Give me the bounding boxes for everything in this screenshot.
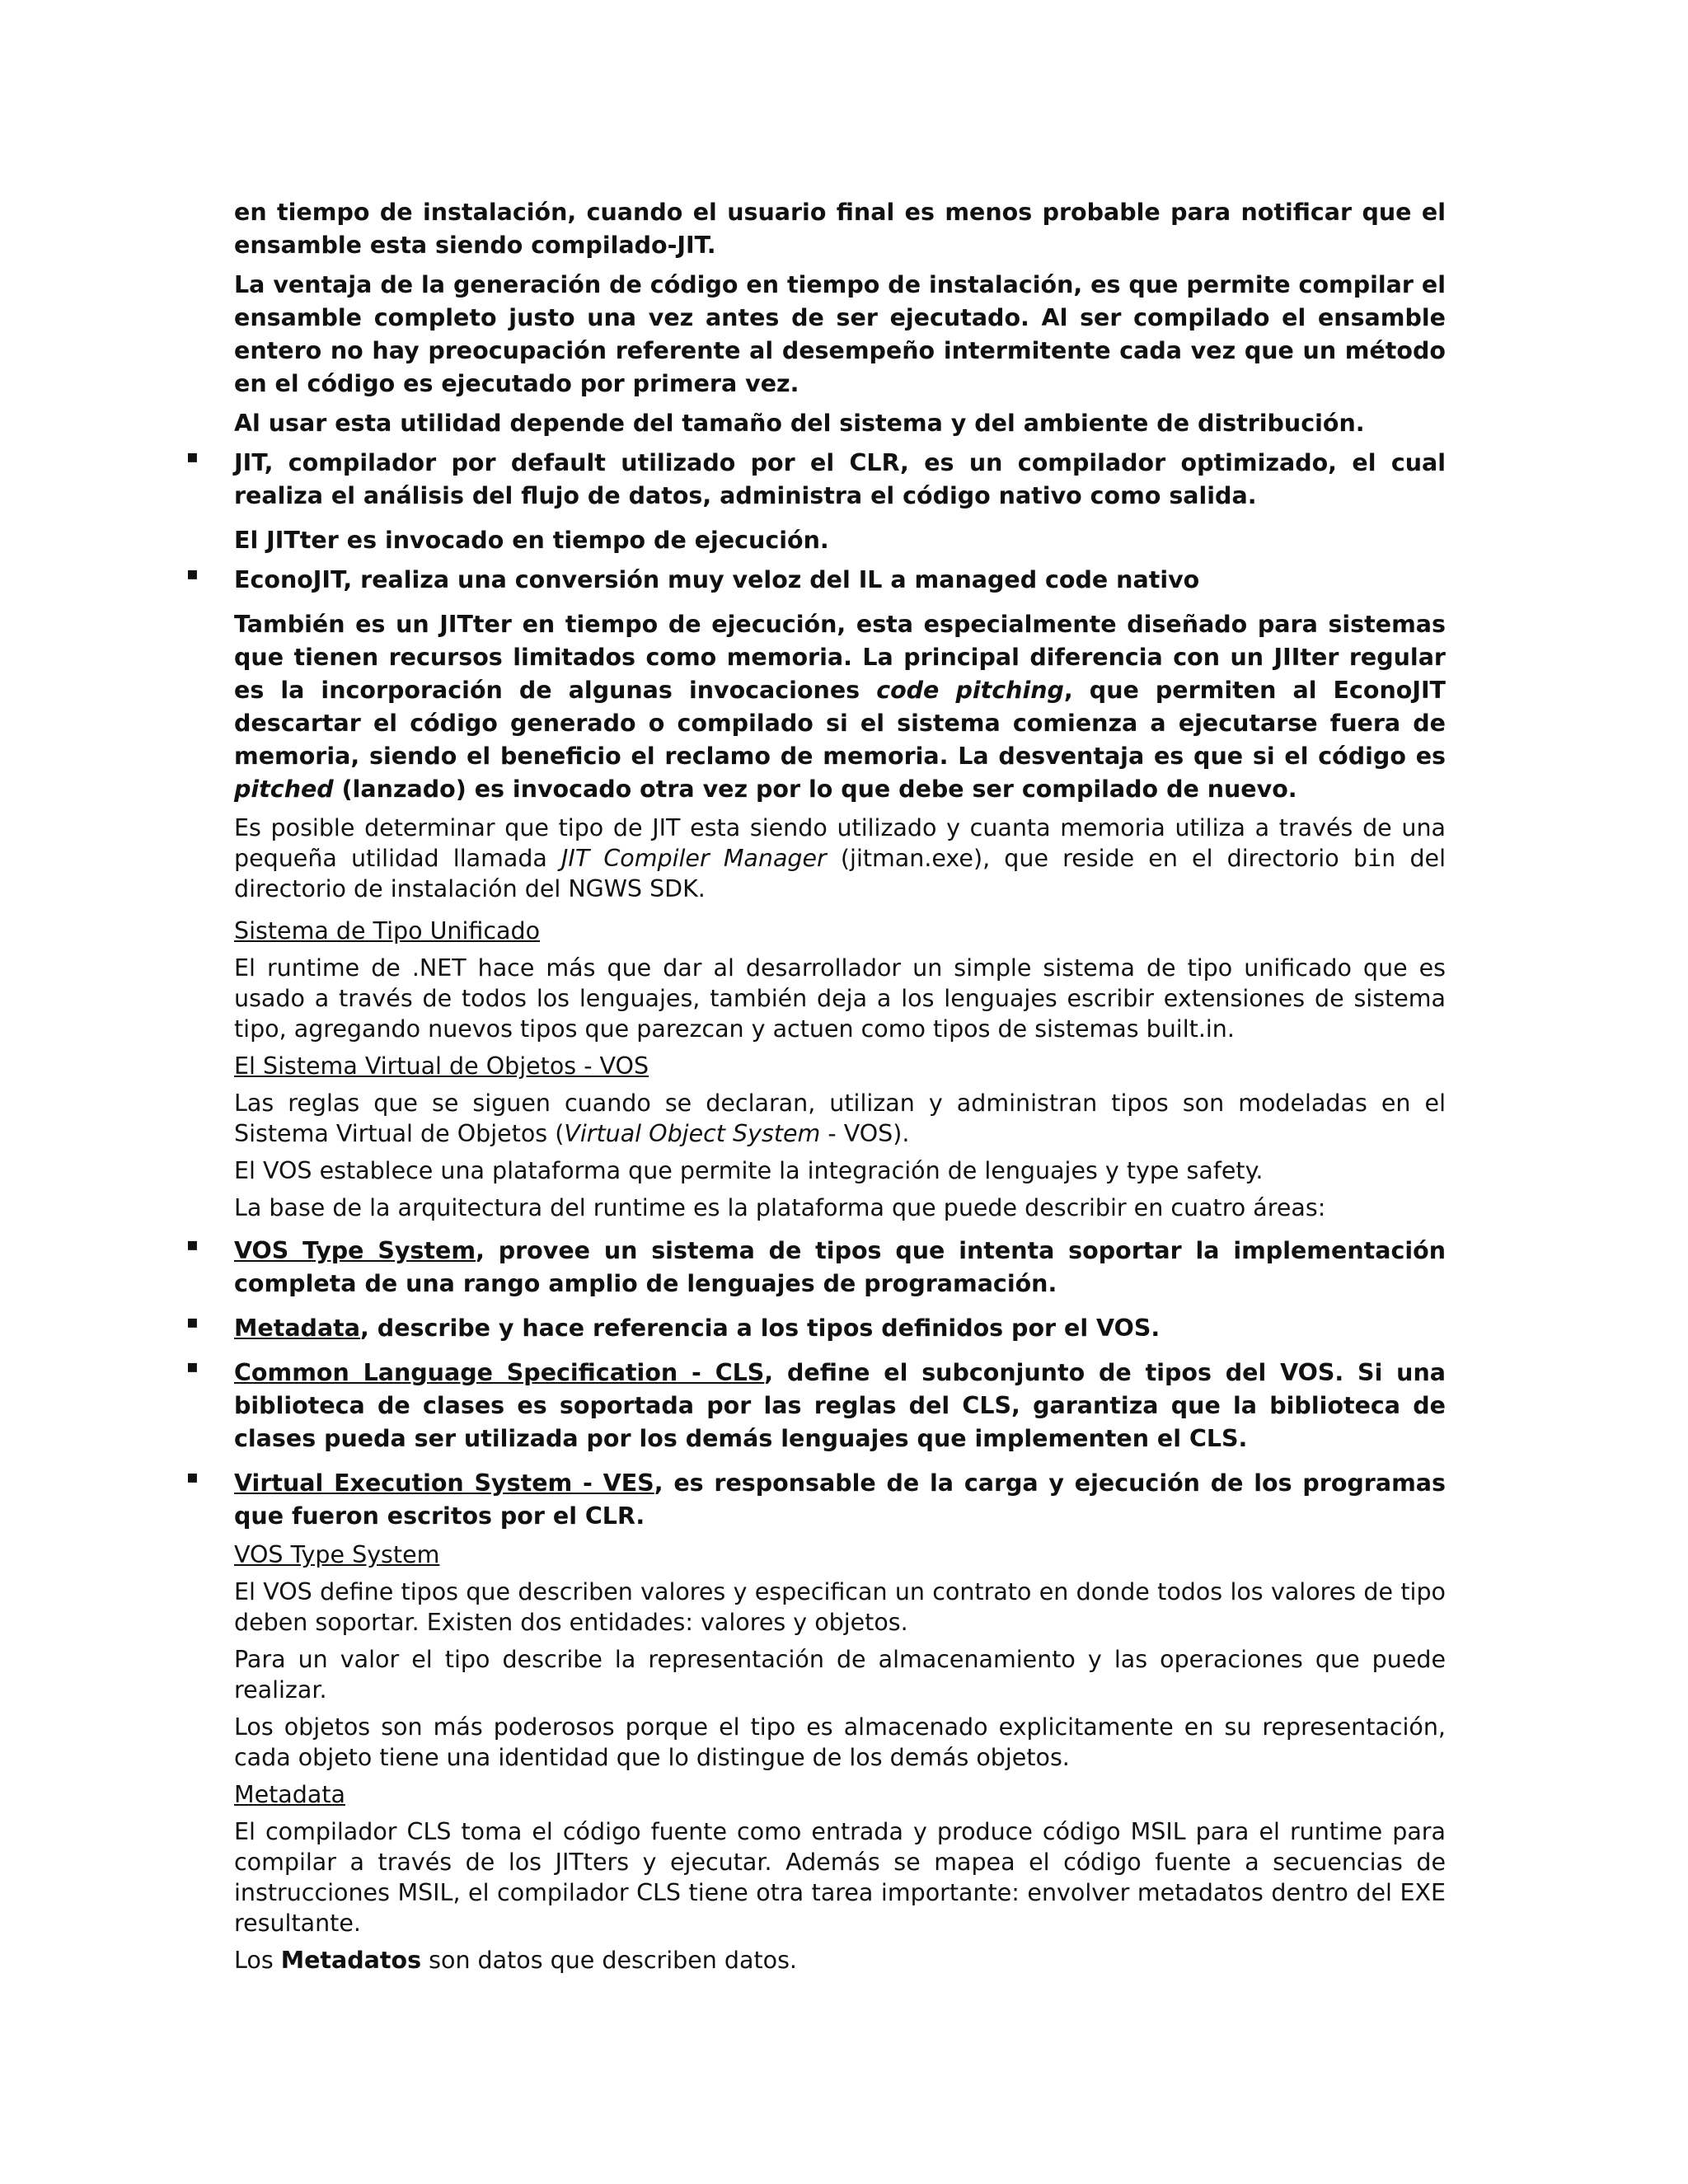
term-vos-type-system: VOS Type System: [234, 1237, 476, 1264]
bullet-text-econojit: EconoJIT, realiza una conversión muy veloz del IL a managed code nativo: [234, 566, 1200, 593]
heading-sistema-tipo-unificado: Sistema de Tipo Unificado: [234, 917, 541, 944]
paragraph-base-arquitectura: La base de la arquitectura del runtime es la plataforma que puede describir en cuatro áreas:: [234, 1194, 1326, 1221]
heading-sistema-virtual-objetos: El Sistema Virtual de Objetos - VOS: [234, 1052, 649, 1080]
bullet-item-cls: ▪ Common Language Specification - CLS, define el subconjunto de tipos del VOS. Si una biblioteca de clases es soportada por las reglas del CLS, garantiza que la biblioteca de clases pueda ser utilizada por los demás lenguajes que implementen el CLS.: [186, 1357, 1446, 1452]
bullet-item-econojit: [186, 564, 1446, 597]
bullet-icon: ▪: [186, 1312, 199, 1333]
term-pitched: pitched: [234, 776, 334, 803]
paragraph-runtime: El runtime de .NET hace más que dar al desarrollador un simple sistema de tipo unificado que es usado a través de todos los lenguajes, también deja a los lenguajes escribir extensiones de sistema tipo, agregando nuevos tipos que parezcan y actuen como tipos de sistemas built.in.: [234, 954, 1446, 1043]
bullet-icon: ▪: [186, 564, 199, 584]
term-ves: Virtual Execution System - VES: [234, 1469, 654, 1497]
paragraph-install-time: en tiempo de instalación, cuando el usuario final es menos probable para notificar que el ensamble esta siendo compilado-JIT.: [234, 199, 1446, 259]
paragraph-vos-plataforma: El VOS establece una plataforma que permite la integración de lenguajes y type safety.: [234, 1157, 1264, 1184]
bullet-item-vos-type-system: ▪ VOS Type System, provee un sistema de tipos que intenta soportar la implementación completa de una rango amplio de lenguajes de programación.: [186, 1235, 1446, 1297]
bullet-item-metadata: ▪ Metadata, describe y hace referencia a los tipos definidos por el VOS.: [186, 1312, 1160, 1342]
term-metadatos: Metadatos: [280, 1947, 422, 1974]
paragraph-compilador-cls: El compilador CLS toma el código fuente como entrada y produce código MSIL para el runtime para compilar a través de los JITters y ejecutar. Además se mapea el código fuente a secuencias de instrucciones MSIL, el compilador CLS tiene otra tarea importante: envolver metadatos dentro del EXE resultante.: [234, 1818, 1446, 1937]
bullet-icon: ▪: [186, 447, 199, 467]
term-code-pitching: code pitching: [876, 677, 1064, 704]
term-virtual-object-system: Virtual Object System: [564, 1120, 821, 1147]
term-cls: Common Language Specification - CLS: [234, 1359, 765, 1386]
term-metadata: Metadata: [234, 1315, 361, 1342]
heading-metadata: Metadata: [234, 1781, 345, 1808]
paragraph-advantage: La ventaja de la generación de código en tiempo de instalación, es que permite compilar el ensamble completo justo una vez antes de ser ejecutado. Al ser compilado el ensamble entero no hay preocupación referente al desempeño intermitente cada vez que un método en el código es ejecutado por primera vez.: [234, 271, 1446, 397]
bullet-icon: ▪: [186, 1467, 199, 1488]
bullet-icon: ▪: [186, 1357, 199, 1377]
bullet-icon: ▪: [186, 1235, 199, 1255]
paragraph-econojit-detail: También es un JITter en tiempo de ejecución, esta especialmente diseñado para sistemas que tienen recursos limitados como memoria. La principal diferencia con un JIIter regular es la incorporación de algunas invocaciones code pitching, que permiten al EconoJIT descartar el código generado o compilado si el sistema comienza a ejecutarse fuera de memoria, siendo el beneficio el reclamo de memoria. La desventaja es que si el código es pitched (lanzado) es invocado otra vez por lo que debe ser compilado de nuevo.: [234, 611, 1446, 803]
code-bin: bin: [1353, 845, 1396, 872]
document-page: [186, 196, 1446, 1975]
paragraph-metadatos: Los Metadatos son datos que describen datos.: [234, 1947, 797, 1974]
paragraph-vos-define: El VOS define tipos que describen valores y especifican un contrato en donde todos los valores de tipo deben soportar. Existen dos entidades: valores y objetos.: [234, 1578, 1446, 1636]
heading-vos-type-system: VOS Type System: [234, 1541, 440, 1568]
bullet-item-jit: [186, 447, 1446, 513]
bullet-item-ves: ▪ Virtual Execution System - VES, es responsable de la carga y ejecución de los programas que fueron escritos por el CLR.: [186, 1467, 1446, 1530]
paragraph-jitter-invoked: El JITter es invocado en tiempo de ejecución.: [234, 527, 829, 554]
term-jit-compiler-manager: JIT Compiler Manager: [561, 845, 827, 872]
paragraph-utility: Al usar esta utilidad depende del tamaño del sistema y del ambiente de distribución.: [234, 410, 1365, 437]
paragraph-objetos: Los objetos son más poderosos porque el tipo es almacenado explicitamente en su representación, cada objeto tiene una identidad que lo distingue de los demás objetos.: [234, 1713, 1446, 1771]
paragraph-valor: Para un valor el tipo describe la representación de almacenamiento y las operaciones que puede realizar.: [234, 1646, 1446, 1704]
paragraph-reglas: Las reglas que se siguen cuando se declaran, utilizan y administran tipos son modeladas en el Sistema Virtual de Objetos (Virtual Object System - VOS).: [234, 1090, 1446, 1147]
bullet-text-jit: JIT, compilador por default utilizado por el CLR, es un compilador optimizado, el cual realiza el análisis del flujo de datos, administra el código nativo como salida.: [234, 449, 1446, 509]
paragraph-jitman: Es posible determinar que tipo de JIT esta siendo utilizado y cuanta memoria utiliza a través de una pequeña utilidad llamada JIT Compiler Manager (jitman.exe), que reside en el directorio bin del directorio de instalación del NGWS SDK.: [234, 814, 1446, 902]
